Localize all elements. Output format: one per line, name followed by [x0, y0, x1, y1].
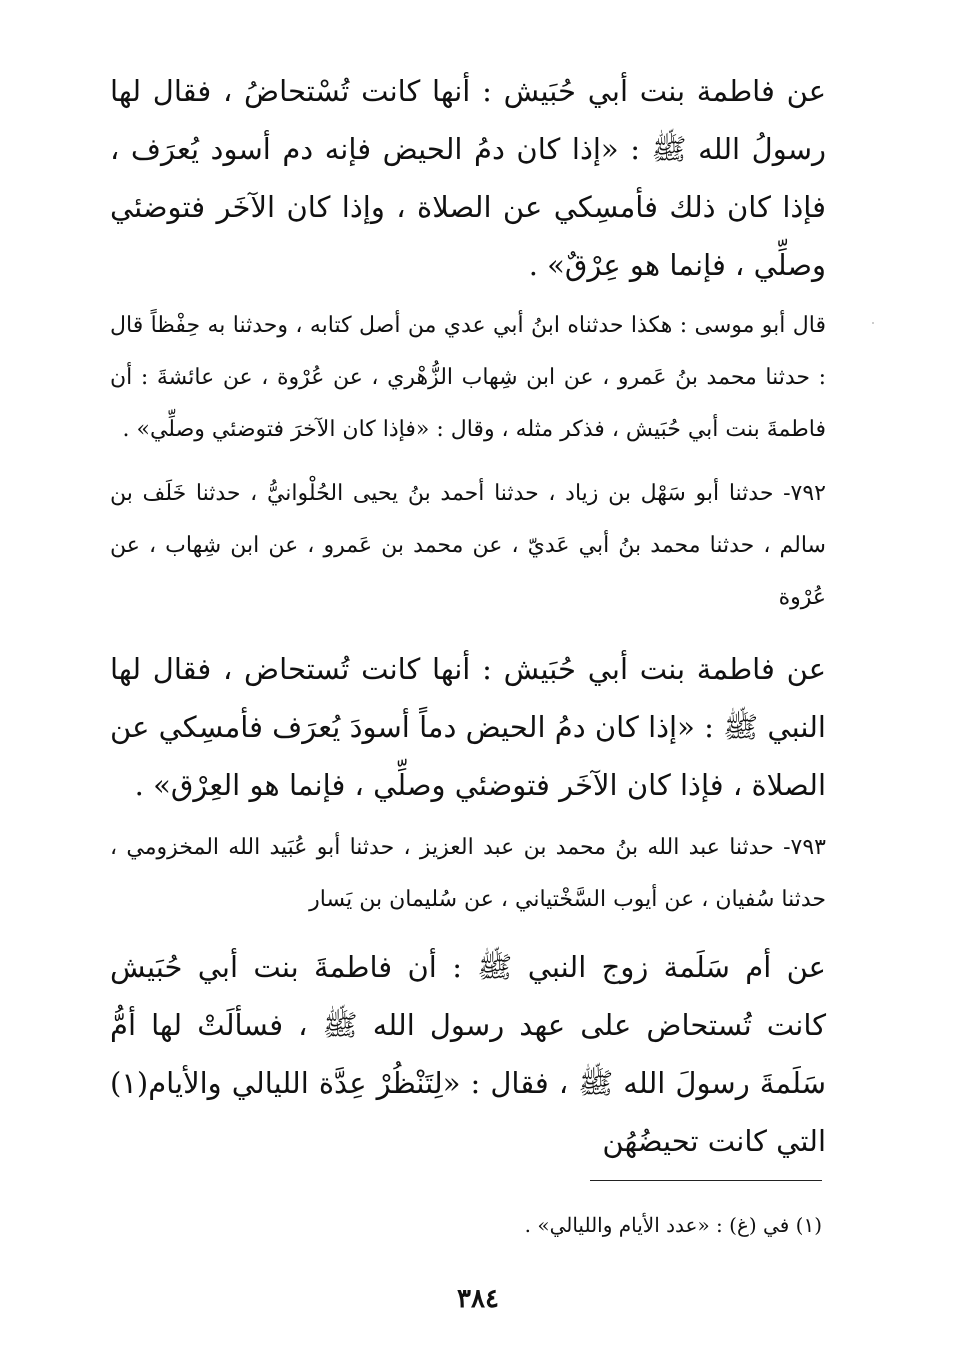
commentary-paragraph: قال أبو موسى : هكذا حدثناه ابنُ أبي عدي من أصل كتابه ، وحدثنا به حِفْظاً قال : حدثنا محمد بنُ عَمرو ، عن ابن شِهاب الزُّهْري ، عن عُرْوة ، عن عائشةَ : أن فاطمةَ بنت أبي حُبَيش ، فذكر مثله ، وقال : «فإذا كان الآخرَ فتوضئي وصلِّي» . — [110, 313, 826, 442]
page-number: ٣٨٤ — [457, 1284, 499, 1314]
footnote-separator — [590, 1180, 822, 1181]
footnote: (١) في (غ) : «عدد الأيام والليالي» . — [524, 1213, 822, 1237]
isnad-paragraph-793: ٧٩٣- حدثنا عبد الله بنُ محمد بن عبد العزيز ، حدثنا أبو عُبَيد الله المخزومي ، حدثنا سُفيان ، عن أيوب السَّخْتياني ، عن سُليمان بن يَسار — [110, 835, 826, 912]
page-body — [110, 62, 826, 1182]
hadith-text-paragraph: عن فاطمة بنت أبي حُبَيش : أنها كانت تُستحاض ، فقال لها النبي ﷺ : «إذا كان دمُ الحيض دماً أسودَ يُعرَف فأمسِكي عن الصلاة ، فإذا كان الآخَر فتوضئي وصلِّي ، فإنما هو العِرْق» . — [110, 652, 826, 802]
margin-mark — [872, 322, 874, 324]
hadith-text-paragraph: عن فاطمة بنت أبي حُبَيش : أنها كانت تُسْتحاضُ ، فقال لها رسولُ الله ﷺ : «إذا كان دمُ الحيض فإنه دم أسود يُعرَف ، فإذا كان ذلك فأمسِكي عن الصلاة ، وإذا كان الآخَر فتوضئي وصلِّي ، فإنما هو عِرْقٌ» . — [110, 74, 826, 282]
isnad-paragraph-792: ٧٩٢- حدثنا أبو سَهْل بن زياد ، حدثنا أحمد بنُ يحيى الحُلْوانيُّ ، حدثنا خَلَف بن سالم ، حدثنا محمد بنُ أبي عَديّ ، عن محمد بن عَمرو ، عن ابن شِهاب ، عن عُرْوة — [110, 481, 826, 610]
hadith-text-paragraph: عن أم سَلَمة زوج النبي ﷺ : أن فاطمةَ بنت أبي حُبَيش كانت تُستحاض على عهد رسول الله ﷺ ، فسألَتْ لها أمُّ سَلَمةَ رسولَ الله ﷺ ، فقال : «لِتَنْظُرْ عِدَّة الليالي والأيام(١) التي كانت تحيضُهُن — [110, 950, 826, 1158]
